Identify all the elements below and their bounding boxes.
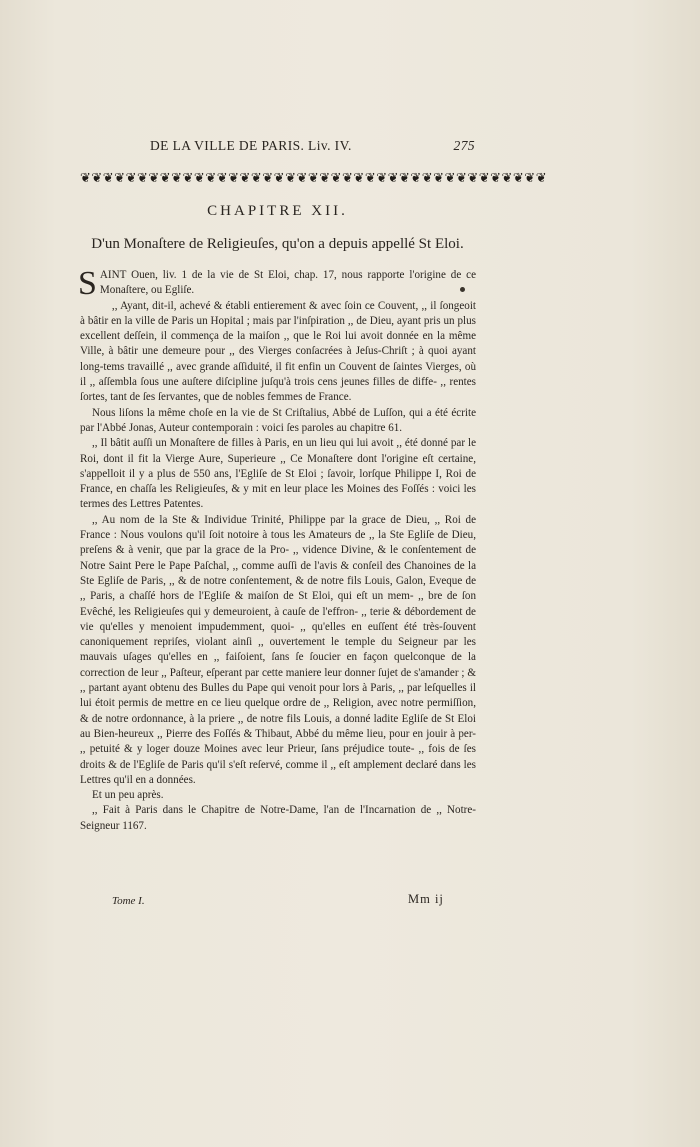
running-head-title: DE LA VILLE DE PARIS. Liv. IV. <box>150 138 352 153</box>
drop-cap: S <box>78 265 97 302</box>
chapter-title: CHAPITRE XII. <box>207 203 348 219</box>
ink-spot <box>460 287 465 292</box>
paragraph: Et un peu après. <box>92 789 164 802</box>
footer-tome: Tome I. <box>112 895 145 907</box>
paragraph: ,, Ayant, dit-il, achevé & établi entierement & avec ſoin ce Couvent, ,, il ſongeoit à bâtir en la ville de Paris un Hopital ; mais par l'inſpiration ,, de Dieu, ayant pris un plus excellent deſſein, il commença de la maiſon ,, que le Roi lui avoit donnée en la même Ville, à bâtir une demeure pour ,, des Vierges conſacrées à Jeſus-Chriſt ; à quoi ayant long-tems travaillé ,, avec grande aſſiduité, il fit enfin un Couvent de ſaintes Vierges, où il ,, aſſembla ſous une auſtere diſcipline juſqu'à trois cens jeunes filles de diffe- ,, rentes ſortes, tant de ſes ſervantes, que de nobles femmes de France. <box>80 299 476 404</box>
paragraph: Nous liſons la même choſe en la vie de St Criſtalius, Abbé de Luſſon, qui a été écrite par l'Abbé Jonas, Auteur contemporain : voici ſes paroles au chapitre 61. <box>80 406 476 434</box>
ornament-band: ❦❦❦❦❦❦❦❦❦❦❦❦❦❦❦❦❦❦❦❦❦❦❦❦❦❦❦❦❦❦❦❦❦❦❦❦❦❦❦❦❦ <box>80 170 548 185</box>
paragraph <box>78 265 476 302</box>
chapter-subtitle: D'un Monaſtere de Religieuſes, qu'on a depuis appellé St Eloi. <box>91 236 464 252</box>
paragraph: ,, Il bâtit auſſi un Monaſtere de filles à Paris, en un lieu qui lui avoit ,, été donné par le Roi, dont il fit la Vierge Aure, Superieure ,, Ce Monaſtere dont l'origine eſt certaine, s'appelloit il y a plus de 550 ans, l'Egliſe de St Eloi ; ſavoir, lorſque Philippe I, Roi de France, en chaſſa les Religieuſes, & y mit en leur place les Moines des Foſſés : voici les termes des Lettres Patentes. <box>80 437 476 511</box>
paragraph-text: AINT Ouen, liv. 1 de la vie de St Eloi, chap. 17, nous rapporte l'origine de ce Monaſtere, ou Egliſe. <box>99 269 476 297</box>
paragraph: ,, Au nom de la Ste & Individue Trinité, Philippe par la grace de Dieu, ,, Roi de France : Nous voulons qu'il ſoit notoire à tous les Amateurs de ,, la Ste Egliſe de Dieu, preſens & à venir, que par la grace de la Pro- ,, vidence Divine, & le conſentement de Notre Saint Pere le Pape Paſchal, ,, comme auſſi de l'avis & conſeil des Chanoines de la Ste Egliſe de Paris, ,, & de notre conſentement, & de notre fils Louis, Galon, Eveque de ,, Paris, a chaſſé hors de l'Egliſe & maiſon de St Eloi, qui eſt un mem- ,, bre de ſon Evêché, les Religieuſes qui y demeuroient, à cauſe de l'effron- ,, terie & débordement de vie qu'elles y menoient impudemment, quoi- ,, qu'elles en euſſent été très-ſouvent canoniquement repriſes, violant ainſi ,, ouvertement le temple du Seigneur par les mauvais uſages qu'elles en ,, faiſoient, ſans ſe ſoucier en façon quelconque de la correction de leur ,, Paſteur, eſperant par cette maniere leur donner ſujet de s'amander ; & ,, partant ayant obtenu des Bulles du Pape qui venoit pour lors à Paris, ,, par leſquelles il lui étoit permis de mettre en ce lieu quelque ordre de ,, Religion, avec notre permiſſion, & de notre ordonnance, à la priere ,, de notre fils Louis, a donné ladite Egliſe de St Eloi au Bien-heureux ,, Pierre des Foſſés & Thibaut, Abbé du même lieu, pour en jouir à per- ,, petuité & y loger douze Moines avec leur Prieur, ſans préjudice toute- ,, fois de ſes droits & de l'Egliſe de Paris qu'il s'eſt reſervé, comme il ,, eſt amplement declaré dans les Lettres qu'il en a données. <box>80 513 476 786</box>
body-text <box>78 265 476 834</box>
page-number: 275 <box>453 138 475 153</box>
footer-signature: Mm ij <box>408 892 444 906</box>
paragraph: ,, Fait à Paris dans le Chapitre de Notre-Dame, l'an de l'Incarnation de ,, Notre-Seigneur 1167. <box>80 804 476 832</box>
